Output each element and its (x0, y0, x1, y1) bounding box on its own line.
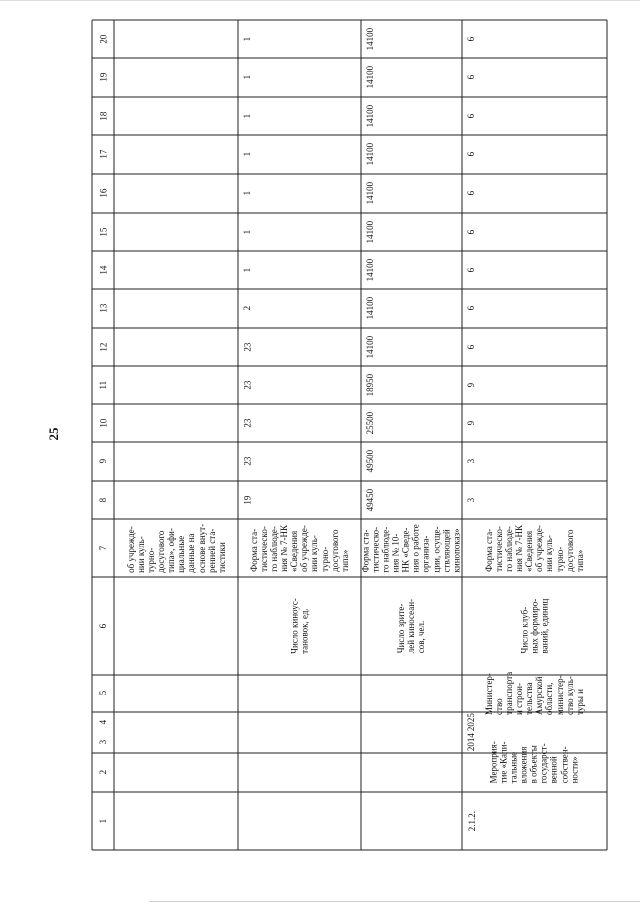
header-col-5-cell (92, 675, 114, 712)
block-c-value-cell (361, 213, 379, 251)
block-d-value: 6 (465, 36, 476, 42)
block-d-value: 6 (465, 267, 476, 273)
block-b-value: 1 (241, 113, 252, 119)
block-c-value-cell (361, 481, 379, 519)
block-d-value-cell (462, 213, 480, 251)
block-b-value-cell (238, 481, 256, 519)
block-c-value-cell (361, 97, 379, 135)
block-c-col6-cell (361, 577, 462, 675)
block-b-value-cell (238, 20, 256, 58)
block-c-value-cell (361, 366, 379, 404)
block-c-value: 14100 (364, 335, 375, 359)
header-col-9: 9 (97, 459, 108, 464)
header-col-10-cell (92, 404, 114, 442)
header-col-9-cell (92, 442, 114, 481)
block-d-value: 6 (465, 113, 476, 119)
header-col-11-cell (92, 366, 114, 404)
block-d-col6: Число клуб- ных формиро- ваний, единиц (519, 598, 550, 654)
block-b-value: 23 (241, 418, 252, 428)
header-col-2-cell (92, 753, 114, 792)
block-b-value: 2 (241, 306, 252, 311)
block-c-col7: Форма ста- тистическо- го наблюде- ния № 10- НК «Сведе- ния о работе организа- ции, осуще- ствляющей кинопоказ» (361, 523, 462, 573)
page-number: 25 (46, 427, 61, 441)
block-c-value-cell (361, 58, 379, 97)
block-c-value: 49450 (364, 488, 375, 512)
block-c-value-cell (361, 251, 379, 289)
block-b-value: 19 (241, 495, 252, 505)
block-d-col5: Министер- ство транспорта и строи- тельства Амурской области, министер- ство куль- туры и (484, 671, 585, 716)
block-b-value: 23 (241, 457, 252, 466)
block-d-col7: Форма ста- тистическо- го наблюде- ния № 7-НК «Сведения об учрежде- нии куль- турно- досугового типа» (484, 524, 585, 572)
block-d-value-cell (462, 328, 480, 366)
block-d-value-cell (462, 97, 480, 135)
block-d-value: 6 (465, 75, 476, 80)
header-col-19: 19 (97, 73, 108, 82)
block-d-value: 6 (465, 344, 476, 350)
header-col-18-cell (92, 97, 114, 135)
block-a-col7: об учрежде- нии куль- турно- досугового типа», офи- циальные данные на основе внут- ренней ста- тистики (125, 523, 227, 573)
header-col-14-cell (92, 251, 114, 289)
block-d-value-cell (462, 366, 480, 404)
block-d-value-cell (462, 135, 480, 174)
block-d-value: 9 (465, 420, 476, 426)
block-b-value-cell (238, 366, 256, 404)
block-b-value-cell (238, 135, 256, 174)
block-b-value-cell (238, 404, 256, 442)
block-d-value: 6 (465, 191, 476, 196)
block-b-value-cell (238, 174, 256, 213)
header-col-7: 7 (97, 545, 108, 551)
header-col-13-cell (92, 289, 114, 328)
header-col-10: 10 (97, 418, 108, 428)
header-col-6-cell (92, 577, 114, 675)
block-b-value: 1 (241, 36, 252, 42)
block-d-value-cell (462, 251, 480, 289)
block-b-value-cell (238, 251, 256, 289)
block-d-value-cell (462, 481, 480, 519)
block-b-col7-cell (238, 519, 361, 577)
block-c-value-cell (361, 20, 379, 58)
header-col-8-cell (92, 481, 114, 519)
header-col-4: 4 (97, 719, 108, 725)
header-col-17-cell (92, 135, 114, 174)
block-d-value: 6 (465, 229, 476, 235)
header-col-16-cell (92, 174, 114, 213)
block-c-value-cell (361, 174, 379, 213)
block-d-value: 6 (465, 306, 476, 311)
block-b-value: 1 (241, 152, 252, 157)
header-col-15: 15 (97, 227, 108, 237)
block-b-value: 1 (241, 229, 252, 235)
block-c-value-cell (361, 328, 379, 366)
header-col-8: 8 (97, 497, 108, 503)
block-c-value: 14100 (364, 297, 375, 320)
block-c-value: 14100 (364, 182, 375, 205)
header-col-2: 2 (97, 770, 108, 775)
block-d-col5-cell (462, 671, 607, 716)
block-d-value: 6 (465, 152, 476, 157)
header-col-14: 14 (97, 265, 108, 275)
block-d-col1-cell (462, 792, 482, 850)
block-d-value: 3 (465, 497, 476, 503)
header-col-11: 11 (97, 380, 108, 390)
block-b-value: 1 (241, 267, 252, 273)
block-c-value-cell (361, 442, 379, 481)
block-b-value-cell (238, 213, 256, 251)
block-c-col7-cell (361, 519, 462, 577)
block-d-col3b: 2014 (465, 733, 476, 751)
block-d-value-cell (462, 58, 480, 97)
block-d-value: 9 (465, 382, 476, 388)
block-d-value-cell (462, 174, 480, 213)
header-col-1: 1 (97, 818, 108, 824)
block-d-value: 3 (465, 459, 476, 464)
block-b-value-cell (238, 442, 256, 481)
block-b-value-cell (238, 289, 256, 328)
block-d-value-cell (462, 442, 480, 481)
block-c-value: 14100 (364, 143, 375, 166)
header-col-4-cell (92, 712, 114, 732)
header-col-18: 18 (97, 111, 108, 121)
block-d-col1: 2.1.2. (466, 810, 477, 832)
block-c-value: 14100 (364, 258, 375, 282)
block-d-col4: 2025 (465, 713, 476, 731)
header-col-12: 12 (97, 342, 108, 352)
header-col-20-cell (92, 20, 114, 58)
block-d-value-cell (462, 20, 480, 58)
block-c-value: 49500 (364, 450, 375, 473)
block-c-value-cell (361, 404, 379, 442)
block-d-col2: Мероприя- тие «Капи- тальные вложения в объекты государст- венной собствен- ности» (489, 740, 580, 784)
header-col-19-cell (92, 58, 114, 97)
block-c-value-cell (361, 135, 379, 174)
header-col-16: 16 (97, 189, 108, 198)
block-c-value: 14100 (364, 27, 375, 51)
block-c-col6: Число зрите- лей киносеан- сов, чел. (396, 598, 427, 654)
block-b-value-cell (238, 97, 256, 135)
block-b-value: 23 (241, 380, 252, 390)
block-d-col4-cell (462, 712, 480, 732)
block-d-value-cell (462, 404, 480, 442)
block-b-value: 23 (241, 342, 252, 352)
header-col-15-cell (92, 213, 114, 251)
block-d-col3b-cell (462, 732, 480, 752)
block-d-col6-cell (462, 577, 607, 675)
block-b-col6-cell (238, 577, 361, 675)
header-col-5: 5 (97, 691, 108, 696)
block-a-col7-cell (114, 519, 238, 577)
header-col-1-cell (92, 792, 114, 850)
block-b-col7: Форма ста- тистическо- го наблюде- ния № 7-НК «Сведения об учрежде- нии куль- турно- досугового типа» (249, 524, 350, 572)
block-c-value-cell (361, 289, 379, 328)
block-b-value-cell (238, 58, 256, 97)
block-b-value-cell (238, 328, 256, 366)
block-d-col7-cell (462, 519, 607, 577)
block-b-col6: Число киноус- тановок, ед. (289, 598, 310, 654)
header-col-6: 6 (97, 623, 108, 629)
block-d-value-cell (462, 289, 480, 328)
header-col-3-cell (92, 732, 114, 753)
block-c-value: 14100 (364, 66, 375, 89)
header-col-3: 3 (97, 740, 108, 745)
block-b-value: 1 (241, 191, 252, 196)
block-c-value: 14100 (364, 220, 375, 244)
block-b-value: 1 (241, 75, 252, 80)
block-d-col2-cell (462, 732, 607, 792)
header-col-12-cell (92, 328, 114, 366)
block-c-value: 18950 (364, 373, 375, 397)
block-c-value: 14100 (364, 104, 375, 128)
header-col-20: 20 (97, 34, 108, 44)
block-c-value: 25500 (364, 411, 375, 435)
header-col-7-cell (92, 519, 114, 577)
header-col-17: 17 (97, 150, 108, 159)
header-col-13: 13 (97, 304, 108, 313)
